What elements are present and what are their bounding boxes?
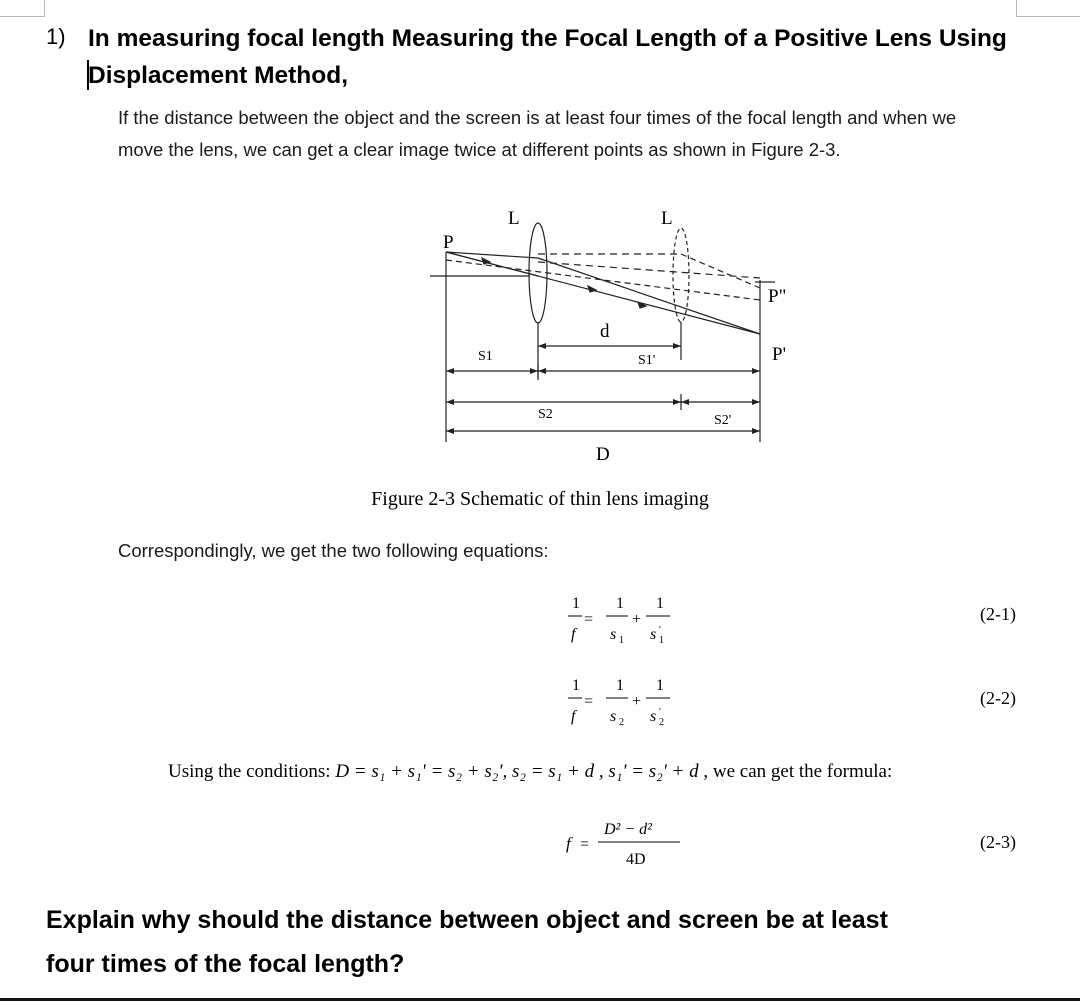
eq3-numerator: D² − d² (604, 821, 652, 838)
equation-2-2 (560, 672, 700, 736)
label-object: P (443, 232, 454, 253)
equation-2-1 (560, 590, 700, 654)
heading-line-1: In measuring focal length Measuring the Focal Length of a Positive Lens Using (88, 25, 1007, 52)
equation-number-2-2: (2-2) (980, 688, 1016, 708)
eq1-lhs-num: 1 (572, 595, 580, 612)
eq1-prime: ' (659, 625, 661, 636)
eq1-t2-num: 1 (656, 595, 664, 612)
question-line-2: four times of the focal length? (46, 950, 405, 978)
question-line-1: Explain why should the distance between object and screen be at least (46, 906, 888, 934)
eq2-t2-den: s (650, 708, 657, 725)
eq2-t2-num: 1 (656, 677, 664, 694)
eq1-t2-den: s (650, 626, 657, 643)
conditions-suffix: , we can get the formula: (698, 761, 893, 782)
label-lens-2: L (661, 208, 673, 229)
label-s2: S2 (538, 407, 553, 422)
eq1-t1-den: s (610, 626, 617, 643)
eq2-lhs-num: 1 (572, 677, 580, 694)
explain-question (46, 898, 1046, 986)
eq1-t1-sub: 1 (619, 635, 624, 646)
label-D: D (596, 444, 610, 465)
conditions-text (168, 761, 892, 783)
intro-line-1: If the distance between the object and the screen is at least four times of the focal length and when we (118, 107, 957, 128)
eq3-equals: = (580, 836, 590, 853)
label-lens-1: L (508, 208, 520, 229)
eq1-t1-num: 1 (616, 595, 624, 612)
intro-line-2: move the lens, we can get a clear image twice at different points as shown in Figure 2-3. (118, 139, 841, 160)
eq2-prime: ' (659, 707, 661, 718)
eq2-lhs-den: f (571, 708, 576, 725)
label-image-large: P' (772, 344, 786, 365)
equation-2-3 (560, 812, 700, 876)
conditions-formula: D = s₁ + s₁' = s₂ + s₂', s₂ = s₁ + d , s₁' = s₂' + d (335, 761, 699, 782)
eq1-plus: + (632, 611, 642, 628)
eq2-plus: + (632, 693, 642, 710)
correspondingly-text: Correspondingly, we get the two following equations: (118, 540, 549, 561)
label-d: d (600, 321, 610, 342)
eq2-t1-sub: 2 (619, 717, 624, 728)
heading-line-2: Displacement Method, (88, 62, 349, 89)
eq1-lhs-den: f (571, 626, 576, 643)
label-s1-prime: S1' (638, 353, 656, 368)
label-image-small: P" (768, 286, 787, 307)
conditions-prefix: Using the conditions: (168, 761, 336, 782)
question-number: 1) (46, 24, 66, 49)
eq3-lhs: f (566, 834, 571, 853)
equation-number-2-1: (2-1) (980, 604, 1016, 624)
label-s1: S1 (478, 349, 493, 364)
bottom-divider (0, 998, 1080, 1001)
equation-number-2-3: (2-3) (980, 832, 1016, 852)
thin-lens-diagram (0, 0, 1080, 480)
eq3-denominator: 4D (626, 851, 646, 868)
eq2-equals: = (584, 693, 594, 710)
figure-caption: Figure 2-3 Schematic of thin lens imaging (371, 488, 709, 510)
label-s2-prime: S2' (714, 413, 732, 428)
eq1-equals: = (584, 611, 594, 628)
eq2-t1-den: s (610, 708, 617, 725)
eq2-t1-num: 1 (616, 677, 624, 694)
eq1-t2-sub: 1 (659, 635, 664, 646)
eq2-t2-sub: 2 (659, 717, 664, 728)
